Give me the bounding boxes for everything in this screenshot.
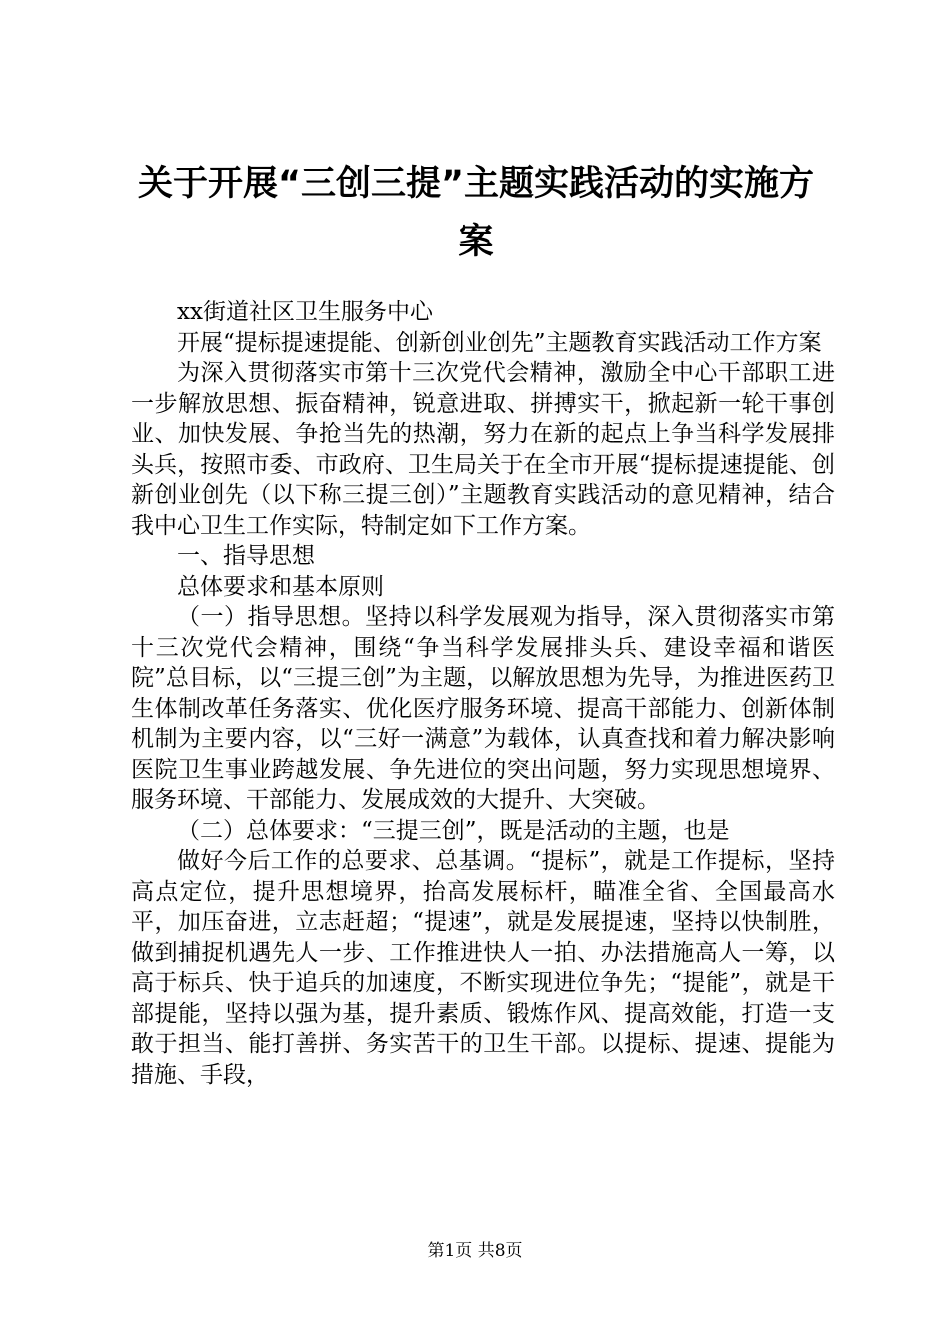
paragraph-intro: 为深入贯彻落实市第十三次党代会精神，激励全中心干部职工进一步解放思想、振奋精神，锐意进取、拼搏实干，掀起新一轮干事创业、加快发展、争抢当先的热潮，努力在新的起点上争当科学发展排头兵，按照市委、市政府、卫生局关于在全市开展“提标提速提能、创新创业创先（以下称三提三创）”主题教育实践活动的意见精神，结合我中心卫生工作实际，特制定如下工作方案。 — [131, 360, 835, 539]
subsection-heading: 总体要求和基本原则 — [177, 573, 384, 600]
document-title — [120, 155, 832, 271]
section-heading: 一、指导思想 — [177, 543, 315, 569]
paragraph-organization: xx街道社区卫生服务中心 — [177, 299, 433, 325]
paragraph-requirements-detail: 做好今后工作的总要求、总基调。“提标”，就是工作提标，坚持高点定位，提升思想境界，抬高发展标杆，瞄准全省、全国最高水平，加压奋进，立志赶超；“提速”，就是发展提速，坚持以快制胜，做到捕捉机遇先人一步、工作推进快人一拍、办法措施高人一筹，以高于标兵、快于追兵的加速度，不断实现进位争先；“提能”，就是干部提能，坚持以强为基，提升素质、锻炼作风、提高效能，打造一支敢于担当、能打善拼、务实苦干的卫生干部。以提标、提速、提能为措施、手段， — [131, 848, 835, 1088]
page-number-footer: 第1页 共8页 — [427, 1241, 523, 1261]
paragraph-general-requirements: （二）总体要求：“三提三创”，既是活动的主题，也是 — [177, 817, 730, 844]
title-line-2: 案 — [458, 222, 494, 262]
document-body — [131, 297, 835, 1090]
paragraph-guiding-thought: （一）指导思想。坚持以科学发展观为指导，深入贯彻落实市第十三次党代会精神，围绕“争当科学发展排头兵、建设幸福和谐医院”总目标，以“三提三创”为主题，以解放思想为先导，为推进医药卫生体制改革任务落实、优化医疗服务环境、提高干部能力、创新体制机制为主要内容，以“三好一满意”为载体，认真查找和着力解决影响医院卫生事业跨越发展、争先进位的突出问题，努力实现思想境界、服务环境、干部能力、发展成效的大提升、大突破。 — [131, 604, 835, 813]
title-line-1: 关于开展“三创三提”主题实践活动的实施方 — [137, 164, 814, 204]
paragraph-subtitle: 开展“提标提速提能、创新创业创先”主题教育实践活动工作方案 — [177, 329, 822, 356]
